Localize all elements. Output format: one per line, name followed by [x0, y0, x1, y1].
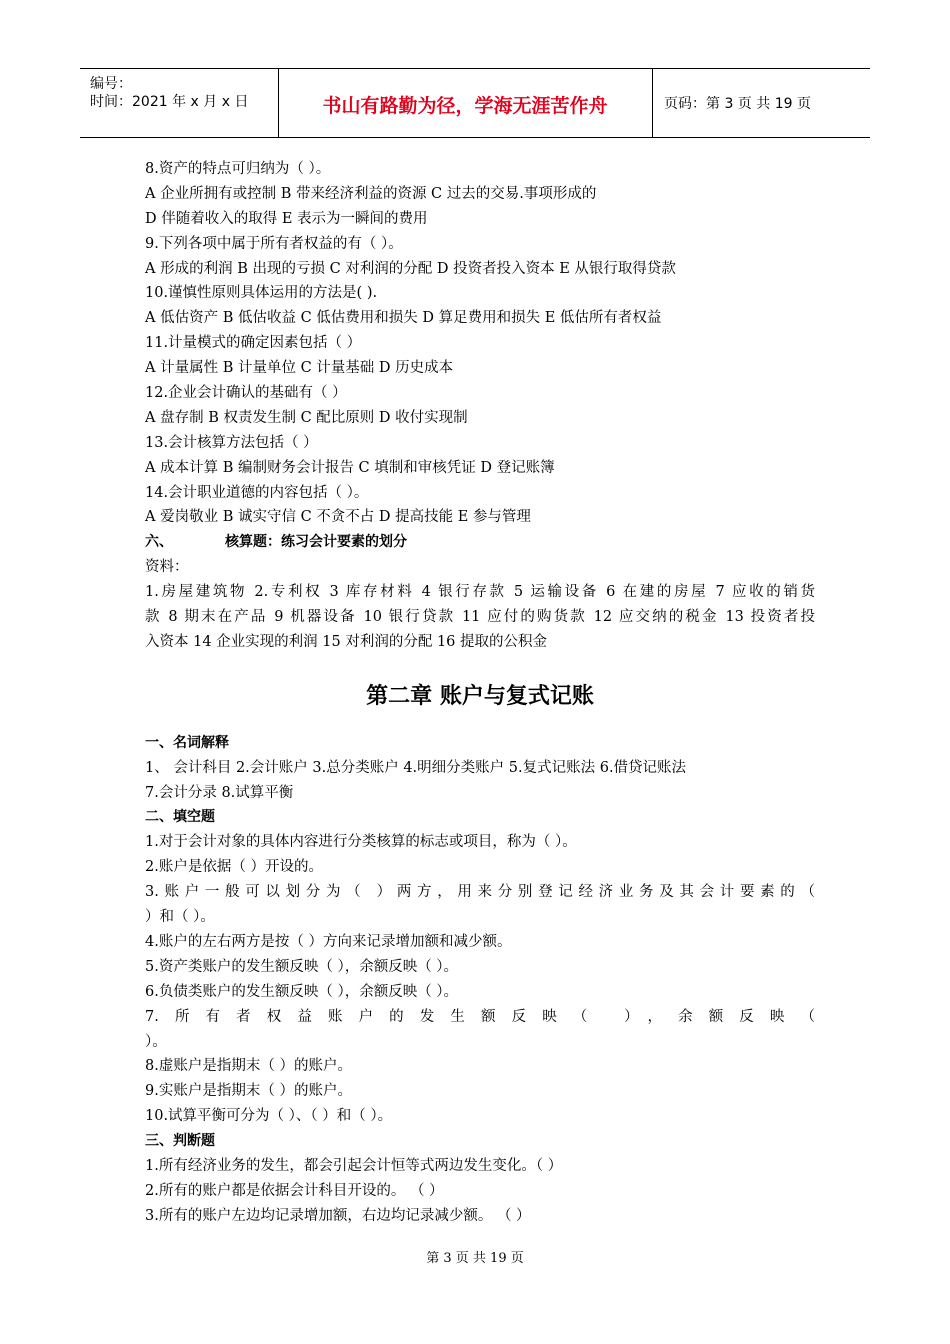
- section-6-number: 六、: [145, 534, 173, 551]
- question-9: 9.下列各项中属于所有者权益的有（ ）。: [145, 235, 403, 252]
- fill-question-1: 1.对于会计对象的具体内容进行分类核算的标志或项目，称为（ ）。: [145, 834, 577, 851]
- header-motto-cell: [278, 69, 653, 137]
- judge-question-1: 1.所有经济业务的发生，都会引起会计恒等式两边发生变化。（ ）: [145, 1157, 563, 1174]
- fill-question-3: 3.账户一般可以划分为（ ）两方，用来分别登记经济业务及其会计要素的（: [145, 884, 815, 901]
- question-13-options: A 成本计算 B 编制财务会计报告 C 填制和审核凭证 D 登记账簿: [145, 459, 555, 476]
- header-meta-cell: [80, 69, 279, 137]
- question-11-options: A 计量属性 B 计量单位 C 计量基础 D 历史成本: [145, 360, 454, 377]
- judge-question-2: 2.所有的账户都是依据会计科目开设的。 （ ）: [145, 1182, 444, 1199]
- question-9-options: A 形成的利润 B 出现的亏损 C 对利润的分配 D 投资者投入资本 E 从银行取得贷款: [145, 260, 676, 277]
- fill-question-7-cont: ）。: [145, 1033, 167, 1050]
- material-line-3: 入资本 14 企业实现的利润 15 对利润的分配 16 提取的公积金: [145, 633, 548, 650]
- material-label: 资料：: [145, 559, 189, 576]
- material-line-1: 1.房屋建筑物 2.专利权 3 库存材料 4 银行存款 5 运输设备 6 在建的房屋 7 应收的销货: [145, 584, 815, 601]
- fill-question-10: 10.试算平衡可分为（ ）、（ ）和（ ）。: [145, 1108, 393, 1125]
- question-8-options-b: D 伴随着收入的取得 E 表示为一瞬间的费用: [145, 210, 428, 227]
- header-page-cell: [652, 69, 870, 137]
- question-14-options: A 爱岗敬业 B 诚实守信 C 不贪不占 D 提高技能 E 参与管理: [145, 509, 531, 526]
- question-10-options: A 低估资产 B 低估收益 C 低估费用和损失 D 算足费用和损失 E 低估所有者权益: [145, 310, 662, 327]
- term-line-1: 1、 会计科目 2.会计账户 3.总分类账户 4.明细分类账户 5.复式记账法 6.借贷记账法: [145, 759, 687, 776]
- document-body: [145, 157, 815, 1229]
- question-8: 8.资产的特点可归纳为（ ）。: [145, 161, 331, 177]
- fill-question-5: 5.资产类账户的发生额反映（ ），余额反映（ ）。: [145, 958, 459, 975]
- fill-question-8: 8.虚账户是指期末（ ）的账户。: [145, 1058, 352, 1075]
- material-line-2: 款 8 期末在产品 9 机器设备 10 银行贷款 11 应付的购货款 12 应交纳的税金 13 投资者投: [145, 609, 815, 626]
- term-line-2: 7.会计分录 8.试算平衡: [145, 784, 294, 801]
- section-2-title: 二、填空题: [145, 809, 215, 826]
- fill-question-7: 7.所有者权益账户的发生额反映（ ），余额反映（: [145, 1008, 815, 1025]
- fill-question-3-cont: ）和（ ）。: [145, 909, 215, 926]
- question-10: 10.谨慎性原则具体运用的方法是( ).: [145, 285, 378, 302]
- judge-question-3: 3.所有的账户左边均记录增加额，右边均记录减少额。 （ ）: [145, 1207, 531, 1224]
- page-number-label: 页码：第 3 页 共 19 页: [664, 96, 811, 112]
- page-footer: 第 3 页 共 19 页: [426, 1251, 524, 1266]
- section-1-title: 一、名词解释: [145, 734, 229, 751]
- section-6-heading: [145, 530, 815, 555]
- fill-question-6: 6.负债类账户的发生额反映（ ），余额反映（ ）。: [145, 983, 459, 1000]
- page-header: [80, 68, 870, 138]
- number-label: 编号：: [90, 76, 132, 92]
- fill-question-2: 2.账户是依据（ ）开设的。: [145, 859, 323, 876]
- section-6-title: 核算题：练习会计要素的划分: [225, 534, 407, 551]
- question-13: 13.会计核算方法包括（ ）: [145, 434, 318, 451]
- motto-text: 书山有路勤为径，学海无涯苦作舟: [322, 95, 608, 117]
- question-12-options: A 盘存制 B 权责发生制 C 配比原则 D 收付实现制: [145, 409, 468, 426]
- fill-question-4: 4.账户的左右两方是按（ ）方向来记录增加额和减少额。: [145, 933, 512, 950]
- time-label: 时间：2021 年 x 月 x 日: [90, 94, 249, 110]
- question-11: 11.计量模式的确定因素包括（ ）: [145, 335, 362, 352]
- chapter-title: 第二章 账户与复式记账: [366, 683, 594, 709]
- question-12: 12.企业会计确认的基础有（ ）: [145, 385, 347, 402]
- question-14: 14.会计职业道德的内容包括（ ）。: [145, 484, 369, 501]
- question-8-options-a: A 企业所拥有或控制 B 带来经济利益的资源 C 过去的交易.事项形成的: [145, 185, 597, 202]
- fill-question-9: 9.实账户是指期末（ ）的账户。: [145, 1083, 352, 1100]
- section-3-title: 三、判断题: [145, 1133, 215, 1150]
